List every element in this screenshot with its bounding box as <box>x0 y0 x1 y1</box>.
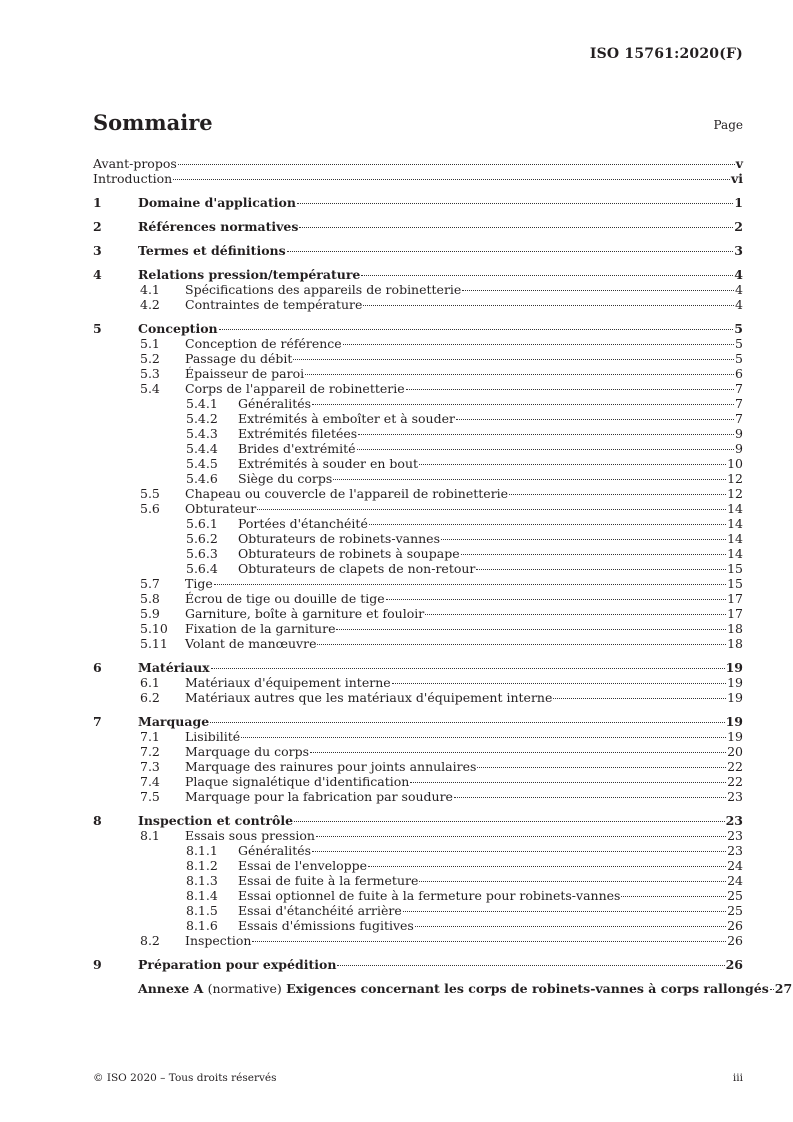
toc-entry-page: 25 <box>727 903 743 918</box>
toc-entry-number: 9 <box>93 957 102 972</box>
toc-entry-title: Généralités <box>238 843 312 858</box>
toc-entry-page: 4 <box>735 297 743 312</box>
toc-entry-number: 7.2 <box>140 744 160 759</box>
toc-entry-page: 19 <box>725 660 743 675</box>
dot-leader <box>214 584 726 585</box>
toc-entry-title: Spécifications des appareils de robinetterie <box>185 282 462 297</box>
toc-entry[interactable] <box>93 759 743 774</box>
dot-leader <box>343 344 734 345</box>
toc-entry-title: Contraintes de température <box>185 297 363 312</box>
toc-entry[interactable] <box>93 426 743 441</box>
toc-entry[interactable] <box>93 321 743 336</box>
toc-entry-number: 3 <box>93 243 102 258</box>
toc-entry-page: 26 <box>727 918 743 933</box>
toc-entry-number: 5.6 <box>140 501 160 516</box>
dot-leader <box>425 614 726 615</box>
toc-entry-title: Tige <box>185 576 213 591</box>
toc-entry-title: Corps de l'appareil de robinetterie <box>185 381 405 396</box>
toc-entry-page: 12 <box>727 471 743 486</box>
toc-entry-title: Références normatives <box>138 219 299 234</box>
toc-entry-number: 5.4.6 <box>186 471 218 486</box>
toc-entry-number: 5.6.3 <box>186 546 218 561</box>
toc-entry[interactable] <box>93 606 743 621</box>
toc-entry-number: 7.1 <box>140 729 160 744</box>
toc-entry-number: 5.1 <box>140 336 160 351</box>
toc-entry[interactable] <box>93 561 743 576</box>
toc-entry-number: 6.1 <box>140 675 160 690</box>
dot-leader <box>310 752 726 753</box>
toc-entry-number: 5.4.3 <box>186 426 218 441</box>
toc-entry-title: Extrémités à souder en bout <box>238 456 419 471</box>
toc-entry-page: 18 <box>727 636 743 651</box>
toc-entry-title: Marquage <box>138 714 210 729</box>
toc-entry[interactable] <box>93 981 793 996</box>
toc-entry[interactable] <box>93 546 743 561</box>
toc-entry-title: Essai d'étanchéité arrière <box>238 903 402 918</box>
dot-leader <box>363 305 734 306</box>
toc-entry-page: 5 <box>735 336 743 351</box>
toc-entry[interactable] <box>93 933 743 948</box>
toc-entry[interactable] <box>93 789 743 804</box>
toc-entry-number: 6 <box>93 660 102 675</box>
toc-entry-page: 9 <box>735 426 743 441</box>
toc-entry-number: 5.2 <box>140 351 160 366</box>
dot-leader <box>293 359 734 360</box>
toc-entry-page: 2 <box>734 219 743 234</box>
dot-leader <box>621 896 726 897</box>
toc-entry-number: 8.1.6 <box>186 918 218 933</box>
toc-entry-number: 5.7 <box>140 576 160 591</box>
toc-entry-title: Marquage pour la fabrication par soudure <box>185 789 453 804</box>
toc-entry[interactable] <box>93 636 743 651</box>
dot-leader <box>509 494 726 495</box>
toc-entry[interactable] <box>93 744 743 759</box>
toc-entry-number: 4 <box>93 267 102 282</box>
toc-entry-page: 19 <box>725 714 743 729</box>
toc-entry-number: 8.1.1 <box>186 843 218 858</box>
toc-entry-number: 1 <box>93 195 102 210</box>
dot-leader <box>316 836 726 837</box>
toc-entry-page: 20 <box>727 744 743 759</box>
toc-entry-title: Conception de référence <box>185 336 342 351</box>
dot-leader <box>299 227 733 228</box>
toc-entry-title: Marquage des rainures pour joints annulaires <box>185 759 477 774</box>
toc-entry-page: 23 <box>727 828 743 843</box>
toc-entry[interactable] <box>93 471 743 486</box>
dot-leader <box>369 524 726 525</box>
dot-leader <box>419 464 726 465</box>
toc-entry-number: 5.4.5 <box>186 456 218 471</box>
toc-entry-title: Préparation pour expédition <box>138 957 337 972</box>
toc-entry-page: 4 <box>734 267 743 282</box>
toc-entry-page: vi <box>730 171 743 186</box>
toc-entry[interactable] <box>93 411 743 426</box>
toc-entry[interactable] <box>93 774 743 789</box>
toc-entry[interactable] <box>93 171 743 186</box>
toc-entry-number: 8 <box>93 813 102 828</box>
toc-entry[interactable] <box>93 267 743 282</box>
toc-entry-page: 5 <box>735 351 743 366</box>
toc-entry-title: Essai optionnel de fuite à la fermeture pour robinets-vannes <box>238 888 621 903</box>
table-of-contents <box>93 156 793 996</box>
dot-leader <box>333 479 726 480</box>
toc-entry-number: 8.2 <box>140 933 160 948</box>
toc-entry-title: Écrou de tige ou douille de tige <box>185 591 385 606</box>
toc-entry-title: Fixation de la garniture <box>185 621 336 636</box>
toc-entry-number: 5.4.2 <box>186 411 218 426</box>
page-title: Sommaire <box>93 110 213 135</box>
toc-entry-title: Passage du débit <box>185 351 293 366</box>
toc-entry[interactable] <box>93 843 743 858</box>
toc-entry-title: Garniture, boîte à garniture et fouloir <box>185 606 425 621</box>
toc-entry[interactable] <box>93 813 743 828</box>
toc-entry-page: 10 <box>727 456 743 471</box>
dot-leader <box>454 797 726 798</box>
toc-entry[interactable] <box>93 591 743 606</box>
page-number: iii <box>732 1072 743 1084</box>
toc-entry-title: Brides d'extrémité <box>238 441 356 456</box>
dot-leader <box>297 203 733 204</box>
dot-leader <box>312 851 726 852</box>
toc-entry-page: 26 <box>725 957 743 972</box>
toc-entry-number: 5.8 <box>140 591 160 606</box>
toc-entry-page: 3 <box>734 243 743 258</box>
toc-entry-number: 7.5 <box>140 789 160 804</box>
toc-entry-title: Généralités <box>238 396 312 411</box>
toc-entry[interactable] <box>93 297 743 312</box>
dot-leader <box>219 329 734 330</box>
dot-leader <box>336 629 726 630</box>
toc-entry-number: 5.6.2 <box>186 531 218 546</box>
toc-entry[interactable] <box>93 486 743 501</box>
dot-leader <box>173 179 730 180</box>
toc-entry-number: 5.4.4 <box>186 441 218 456</box>
toc-entry-page: 14 <box>727 546 743 561</box>
dot-leader <box>357 449 735 450</box>
toc-entry-number: 7.4 <box>140 774 160 789</box>
dot-leader <box>415 926 726 927</box>
toc-entry-title: Obturateurs de robinets-vannes <box>238 531 440 546</box>
toc-entry[interactable] <box>93 873 743 888</box>
page-column-label: Page <box>713 118 743 132</box>
toc-entry[interactable] <box>93 282 743 297</box>
toc-entry-page: 14 <box>727 516 743 531</box>
document-reference: ISO 15761:2020(F) <box>589 46 743 62</box>
toc-entry-title: Marquage du corps <box>185 744 310 759</box>
toc-entry-page: 12 <box>727 486 743 501</box>
dot-leader <box>337 965 724 966</box>
toc-entry-page: 22 <box>727 774 743 789</box>
copyright-notice: © ISO 2020 – Tous droits réservés <box>93 1072 277 1084</box>
dot-leader <box>317 644 726 645</box>
toc-entry-title: Volant de manœuvre <box>185 636 317 651</box>
toc-entry-number: 6.2 <box>140 690 160 705</box>
toc-entry[interactable] <box>93 381 743 396</box>
toc-entry-page: 14 <box>727 501 743 516</box>
dot-leader <box>403 911 726 912</box>
dot-leader <box>252 941 726 942</box>
dot-leader <box>553 698 726 699</box>
toc-entry-title: Extrémités à emboîter et à souder <box>238 411 455 426</box>
toc-entry[interactable] <box>93 396 743 411</box>
toc-entry[interactable] <box>93 858 743 873</box>
toc-entry-page: 7 <box>735 411 743 426</box>
dot-leader <box>456 419 734 420</box>
dot-leader <box>287 251 734 252</box>
dot-leader <box>210 722 724 723</box>
toc-entry-page: 23 <box>725 813 743 828</box>
dot-leader <box>462 290 734 291</box>
toc-entry-title: Obturateurs de clapets de non-retour <box>238 561 476 576</box>
dot-leader <box>392 683 726 684</box>
toc-entry-page: 23 <box>727 789 743 804</box>
toc-entry-number: 7 <box>93 714 102 729</box>
annex-type: (normative) <box>207 981 282 996</box>
annex-label: Annexe A <box>138 981 204 996</box>
toc-entry-number: 5 <box>93 321 102 336</box>
dot-leader <box>312 404 734 405</box>
toc-entry-page: 17 <box>727 606 743 621</box>
toc-entry[interactable] <box>93 675 743 690</box>
toc-entry-title: Obturateurs de robinets à soupape <box>238 546 460 561</box>
annex-title: Exigences concernant les corps de robinets-vannes à corps rallongés <box>286 981 769 996</box>
dot-leader <box>368 866 726 867</box>
toc-entry-title <box>138 981 769 996</box>
toc-entry-title: Matériaux autres que les matériaux d'équipement interne <box>185 690 553 705</box>
toc-entry-title: Termes et définitions <box>138 243 286 258</box>
dot-leader <box>178 164 735 165</box>
toc-entry-page: 6 <box>735 366 743 381</box>
dot-leader <box>241 737 726 738</box>
dot-leader <box>386 599 726 600</box>
toc-entry-title: Chapeau ou couvercle de l'appareil de robinetterie <box>185 486 509 501</box>
toc-entry-page: v <box>735 156 743 171</box>
toc-entry-number: 8.1 <box>140 828 160 843</box>
toc-entry-number: 5.6.1 <box>186 516 218 531</box>
toc-entry-number: 5.5 <box>140 486 160 501</box>
toc-entry-page: 1 <box>734 195 743 210</box>
toc-entry-page: 5 <box>734 321 743 336</box>
toc-entry-page: 15 <box>727 561 743 576</box>
toc-entry-title: Avant-propos <box>93 156 177 171</box>
toc-entry-number: 8.1.2 <box>186 858 218 873</box>
toc-entry-page: 7 <box>735 381 743 396</box>
toc-entry[interactable] <box>93 516 743 531</box>
toc-entry[interactable] <box>93 366 743 381</box>
dot-leader <box>441 539 726 540</box>
toc-entry[interactable] <box>93 195 743 210</box>
toc-entry-page: 15 <box>727 576 743 591</box>
toc-entry-title: Essais sous pression <box>185 828 315 843</box>
toc-entry-title: Inspection <box>185 933 252 948</box>
toc-entry-page: 7 <box>735 396 743 411</box>
toc-entry-page: 26 <box>727 933 743 948</box>
toc-entry-title: Obturateur <box>185 501 257 516</box>
toc-entry-title: Extrémités filetées <box>238 426 358 441</box>
toc-entry-page: 23 <box>727 843 743 858</box>
dot-leader <box>305 374 734 375</box>
toc-entry[interactable] <box>93 828 743 843</box>
toc-entry-number: 5.9 <box>140 606 160 621</box>
toc-entry-title: Inspection et contrôle <box>138 813 294 828</box>
toc-entry-page: 19 <box>727 729 743 744</box>
toc-entry-number: 5.10 <box>140 621 168 636</box>
dot-leader <box>461 554 727 555</box>
toc-entry-title: Matériaux <box>138 660 210 675</box>
toc-entry-page: 19 <box>727 675 743 690</box>
toc-entry-number: 8.1.5 <box>186 903 218 918</box>
toc-entry-title: Conception <box>138 321 218 336</box>
toc-entry-page: 17 <box>727 591 743 606</box>
toc-entry-page: 18 <box>727 621 743 636</box>
dot-leader <box>477 767 726 768</box>
toc-entry-number: 4.2 <box>140 297 160 312</box>
toc-entry[interactable] <box>93 690 743 705</box>
toc-entry-page: 25 <box>727 888 743 903</box>
toc-entry[interactable] <box>93 243 743 258</box>
dot-leader <box>294 821 725 822</box>
toc-entry-page: 27 <box>774 981 793 996</box>
dot-leader <box>770 989 774 990</box>
toc-entry-number: 8.1.4 <box>186 888 218 903</box>
toc-entry-page: 24 <box>727 873 743 888</box>
toc-entry[interactable] <box>93 219 743 234</box>
toc-entry[interactable] <box>93 501 743 516</box>
dot-leader <box>257 509 726 510</box>
toc-entry-page: 22 <box>727 759 743 774</box>
toc-entry-number: 5.3 <box>140 366 160 381</box>
toc-entry[interactable] <box>93 660 743 675</box>
toc-entry-number: 5.4.1 <box>186 396 218 411</box>
toc-entry-title: Essai de l'enveloppe <box>238 858 368 873</box>
toc-entry-page: 9 <box>735 441 743 456</box>
dot-leader <box>358 434 734 435</box>
toc-entry-title: Portées d'étanchéité <box>238 516 368 531</box>
toc-entry[interactable] <box>93 336 743 351</box>
toc-entry[interactable] <box>93 714 743 729</box>
toc-entry-page: 4 <box>735 282 743 297</box>
toc-entry[interactable] <box>93 957 743 972</box>
toc-entry-title: Matériaux d'équipement interne <box>185 675 391 690</box>
toc-entry[interactable] <box>93 351 743 366</box>
dot-leader <box>410 782 726 783</box>
toc-entry[interactable] <box>93 903 743 918</box>
toc-entry-title: Relations pression/température <box>138 267 361 282</box>
dot-leader <box>419 881 726 882</box>
toc-entry-page: 14 <box>727 531 743 546</box>
dot-leader <box>211 668 725 669</box>
toc-entry-title: Introduction <box>93 171 173 186</box>
toc-entry[interactable] <box>93 729 743 744</box>
toc-entry-number: 5.6.4 <box>186 561 218 576</box>
toc-entry-title: Épaisseur de paroi <box>185 366 305 381</box>
toc-entry[interactable] <box>93 531 743 546</box>
toc-entry[interactable] <box>93 918 743 933</box>
toc-entry[interactable] <box>93 441 743 456</box>
toc-entry-number: 2 <box>93 219 102 234</box>
toc-entry-title: Lisibilité <box>185 729 241 744</box>
toc-entry-title: Domaine d'application <box>138 195 296 210</box>
toc-entry-title: Essai de fuite à la fermeture <box>238 873 419 888</box>
toc-entry-number: 5.4 <box>140 381 160 396</box>
toc-entry[interactable] <box>93 456 743 471</box>
toc-entry-number: 8.1.3 <box>186 873 218 888</box>
dot-leader <box>476 569 726 570</box>
dot-leader <box>406 389 734 390</box>
toc-entry-number: 5.11 <box>140 636 168 651</box>
toc-entry[interactable] <box>93 888 743 903</box>
toc-entry-title: Essais d'émissions fugitives <box>238 918 414 933</box>
toc-entry[interactable] <box>93 576 743 591</box>
toc-entry-title: Siège du corps <box>238 471 333 486</box>
toc-entry-number: 4.1 <box>140 282 160 297</box>
toc-entry-page: 24 <box>727 858 743 873</box>
dot-leader <box>361 275 733 276</box>
toc-entry[interactable] <box>93 156 743 171</box>
toc-entry-number: 7.3 <box>140 759 160 774</box>
toc-entry-title: Plaque signalétique d'identification <box>185 774 410 789</box>
toc-entry-page: 19 <box>727 690 743 705</box>
toc-entry[interactable] <box>93 621 743 636</box>
